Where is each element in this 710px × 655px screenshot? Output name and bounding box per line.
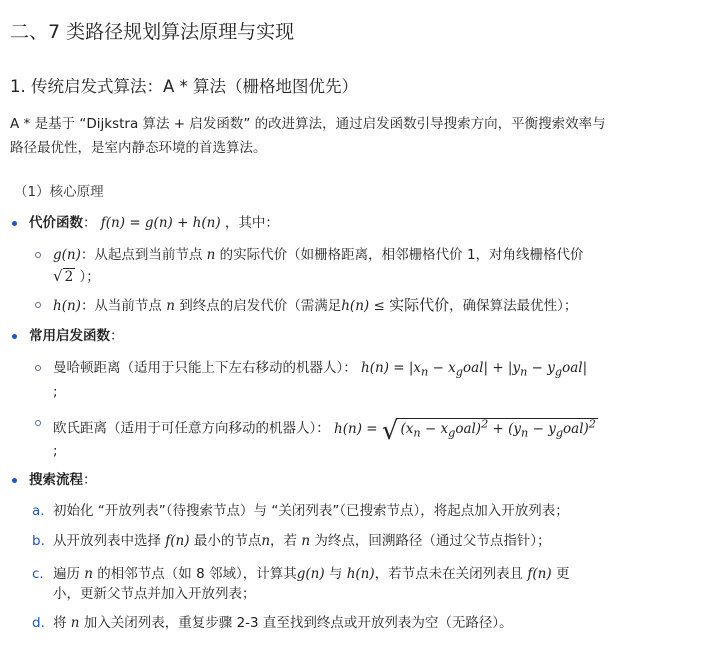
step-d-text-a: 将 (53, 615, 67, 631)
euclid-end: ; (53, 443, 58, 459)
colon: ： (83, 215, 97, 231)
manhattan-formula: $h(n) = |x_n - x_goal| + |y_n - y_goal|$ (361, 360, 588, 379)
principle-heading: （1）核心原理 (14, 184, 104, 200)
h-definition-line (53, 294, 577, 317)
step-b-text-c: ，若 (270, 533, 298, 549)
step-marker-c: c. (32, 566, 44, 582)
step-c-text-e: 更 (555, 566, 570, 582)
step-c (53, 563, 569, 585)
sub-bullet-circle (35, 365, 41, 371)
h-symbol: h(n) (53, 298, 81, 314)
intro-paragraph (10, 112, 680, 160)
step-d (53, 612, 513, 634)
step-c-line-2: 小，更新父节点并加入开放列表； (53, 586, 256, 602)
g-definition-line-2 (53, 265, 100, 288)
bullet-dot (12, 221, 17, 226)
g-symbol: g(n) (53, 247, 81, 263)
g-end: ）； (79, 269, 100, 285)
n-symbol: n (301, 533, 311, 549)
g-text-b: 的实际代价（如栅格距离，相邻栅格代价 1，对角线栅格代价 (219, 247, 584, 263)
h-text-b: 到终点的启发代价（需满足 (179, 298, 342, 314)
step-c-text-b: 的相邻节点（如 8 邻域），计算其 (97, 566, 297, 582)
heuristics-line (29, 325, 124, 347)
h-condition: h(n) ≤ (341, 298, 385, 314)
step-c-text-a: 遍历 (53, 566, 80, 582)
sub-bullet-circle (35, 302, 41, 308)
g-n: n (206, 247, 216, 263)
search-line (29, 469, 97, 491)
n-symbol: n (70, 615, 80, 631)
n-symbol: n (261, 533, 271, 549)
g-symbol: g(n) (296, 566, 325, 582)
intro-line-2: 路径最优性，是室内静态环境的首选算法。 (10, 140, 267, 156)
bullet-dot (12, 478, 17, 483)
euclid-text: 欧氏距离（适用于可任意方向移动的机器人）： (53, 420, 330, 437)
cost-tail: ，其中： (224, 215, 279, 231)
cost-formula: f(n) = g(n) + h(n) (100, 215, 221, 231)
h-symbol: h(n) (346, 566, 375, 582)
step-b-text-d: 为终点，回溯路径（通过父节点指针）； (314, 533, 551, 549)
manhattan-formula-text: h(n) = |x (361, 360, 422, 376)
step-b (53, 530, 551, 552)
cost-label: 代价函数 (29, 215, 83, 231)
sqrt-arg: 2 (64, 269, 74, 285)
h-condition-text: 实际代价 (389, 296, 450, 314)
bullet-dot (12, 334, 17, 339)
euclid-line (53, 413, 598, 444)
search-label: 搜索流程 (29, 472, 83, 488)
section-title: 二、7 类路径规划算法原理与实现 (10, 21, 295, 43)
heuristics-label: 常用启发函数 (29, 328, 110, 344)
intro-line-1: A * 是基于 “Dijkstra 算法 + 启发函数” 的改进算法，通过启发函数引导搜索方向，平衡搜索效率与 (10, 116, 606, 132)
g-text-a: ：从起点到当前节点 (80, 247, 203, 263)
sqrt-two: √ 2 (53, 267, 74, 285)
step-marker-b: b. (32, 533, 45, 549)
step-c-text-c: 与 (328, 566, 343, 582)
g-definition-line (53, 244, 584, 266)
colon: ： (110, 328, 124, 344)
step-marker-a: a. (32, 503, 45, 519)
step-b-text-b: 最小的节点 (193, 533, 262, 549)
colon: ： (83, 472, 97, 488)
euclid-formula: h(n) = √ $(x_n - x_goal)^2 + (y_n - y_goal)^2$ (334, 415, 596, 446)
step-d-text-b: 加入关闭列表，重复步骤 2-3 直至找到终点或开放列表为空（无路径）。 (83, 615, 513, 631)
h-n: n (166, 298, 175, 314)
step-marker-d: d. (32, 615, 45, 631)
f-symbol: f(n) (527, 566, 552, 582)
step-c-text-d: ，若节点未在关闭列表且 (374, 566, 524, 582)
h-text-c: ，确保算法最优性）； (449, 298, 578, 314)
subsection-title: 1. 传统启发式算法：A * 算法（栅格地图优先） (10, 77, 359, 96)
sub-bullet-circle (35, 420, 41, 426)
manhattan-line (53, 357, 587, 384)
n-symbol: n (84, 566, 93, 582)
step-a: 初始化 “开放列表”（待搜索节点）与 “关闭列表”（已搜索节点），将起点加入开放列表； (53, 503, 569, 519)
step-b-text-a: 从开放列表中选择 (53, 533, 161, 549)
h-text-a: ：从当前节点 (80, 298, 162, 314)
manhattan-end: ; (53, 384, 58, 400)
manhattan-text: 曼哈顿距离（适用于只能上下左右移动的机器人）： (53, 360, 357, 376)
sub-bullet-circle (35, 252, 41, 258)
cost-function-line (29, 212, 279, 234)
f-symbol: f(n) (165, 533, 190, 549)
